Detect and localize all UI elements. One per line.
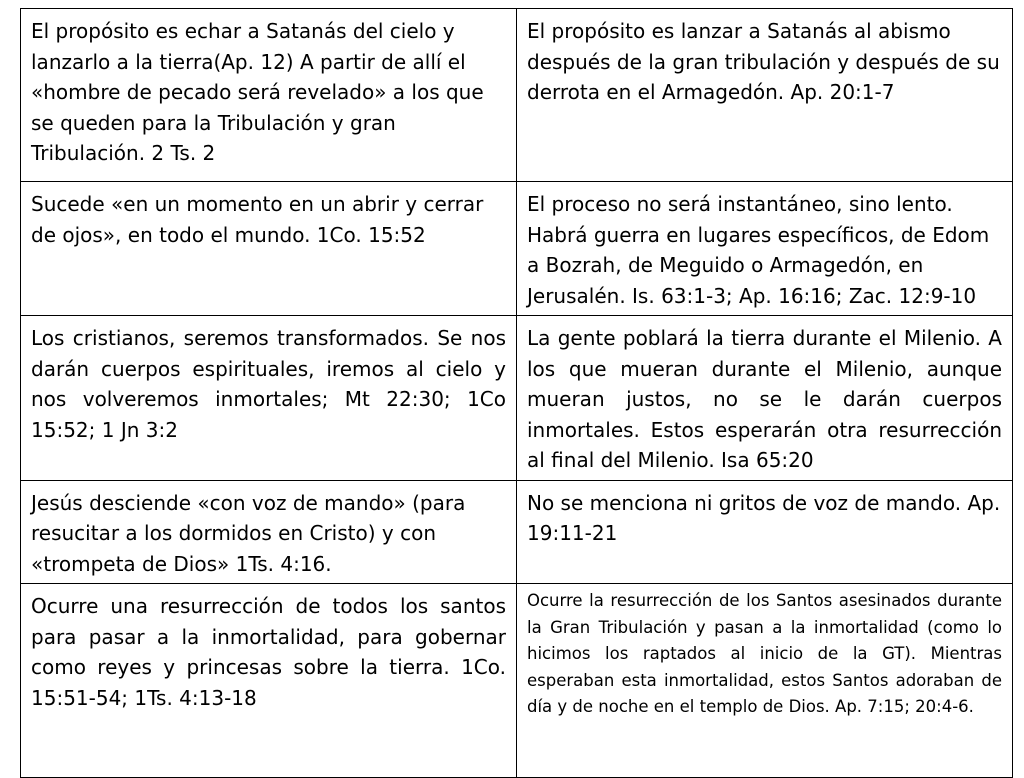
- comparison-table: [20, 8, 1013, 778]
- table-cell-left: Sucede «en un momento en un abrir y cerrar de ojos», en todo el mundo. 1Co. 15:52: [21, 182, 517, 316]
- table-row: [21, 182, 1013, 316]
- table-cell-left: Los cristianos, seremos transformados. Se nos darán cuerpos espirituales, iremos al cielo y nos volveremos inmortales; Mt 22:30; 1Co 15:52; 1 Jn 3:2: [21, 316, 517, 481]
- table-cell-right: Ocurre la resurrección de los Santos asesinados durante la Gran Tribulación y pasan a la inmortalidad (como lo hicimos los raptados al inicio de la GT). Mientras esperaban esta inmortalidad, estos Santos adoraban de día y de noche en el templo de Dios. Ap. 7:15; 20:4-6.: [517, 584, 1013, 778]
- table-cell-right: La gente poblará la tierra durante el Milenio. A los que mueran durante el Milenio, aunque mueran justos, no se le darán cuerpos inmortales. Estos esperarán otra resurrección al final del Milenio. Isa 65:20: [517, 316, 1013, 481]
- table-cell-right: No se menciona ni gritos de voz de mando. Ap. 19:11-21: [517, 480, 1013, 584]
- table-row: [21, 584, 1013, 778]
- table-cell-right: El proceso no será instantáneo, sino lento. Habrá guerra en lugares específicos, de Edom a Bozrah, de Meguido o Armagedón, en Jerusalén. Is. 63:1-3; Ap. 16:16; Zac. 12:9-10: [517, 182, 1013, 316]
- table-row: [21, 9, 1013, 182]
- table-row: [21, 480, 1013, 584]
- table-cell-left: Ocurre una resurrección de todos los santos para pasar a la inmortalidad, para gobernar como reyes y princesas sobre la tierra. 1Co. 15:51-54; 1Ts. 4:13-18: [21, 584, 517, 778]
- table-row: [21, 316, 1013, 481]
- table-cell-left: Jesús desciende «con voz de mando» (para resucitar a los dormidos en Cristo) y con «trompeta de Dios» 1Ts. 4:16.: [21, 480, 517, 584]
- table-cell-left: El propósito es echar a Satanás del cielo y lanzarlo a la tierra(Ap. 12) A partir de allí el «hombre de pecado será revelado» a los que se queden para la Tribulación y gran Tribulación. 2 Ts. 2: [21, 9, 517, 182]
- table-cell-right: El propósito es lanzar a Satanás al abismo después de la gran tribulación y después de su derrota en el Armagedón. Ap. 20:1-7: [517, 9, 1013, 182]
